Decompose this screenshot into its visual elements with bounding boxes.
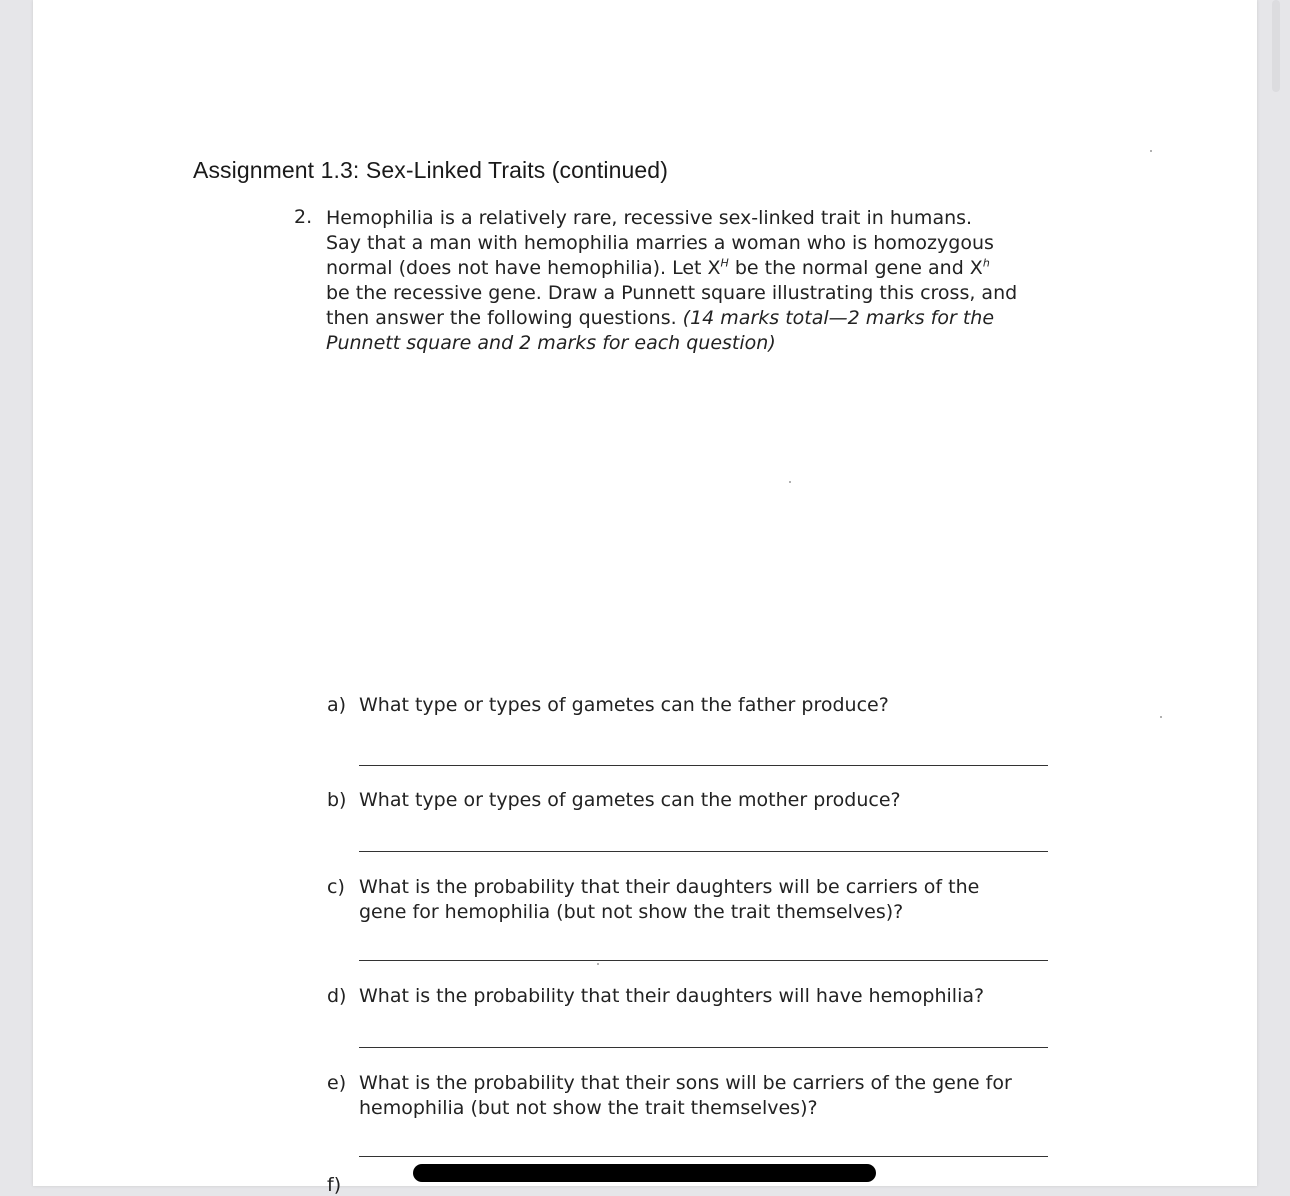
subquestion-text: What type or types of gametes can the mother produce? — [359, 789, 901, 811]
subquestion-f-partial: f) — [327, 1174, 342, 1196]
subquestion-text: What is the probability that their daughters will be carriers of the — [359, 876, 980, 898]
subquestion-text: What type or types of gametes can the father produce? — [359, 694, 889, 716]
question-line: Say that a man with hemophilia marries a woman who is homozygous — [326, 232, 994, 254]
subquestion-letter: a) — [327, 694, 347, 716]
answer-line-b[interactable] — [359, 851, 1048, 852]
scan-speck — [1160, 716, 1162, 718]
subquestion-text: hemophilia (but not show the trait themselves)? — [359, 1097, 818, 1119]
answer-line-d[interactable] — [359, 1047, 1048, 1048]
scan-speck — [1150, 150, 1152, 152]
subquestion-letter: b) — [327, 789, 347, 811]
page-title: Assignment 1.3: Sex-Linked Traits (continued) — [193, 157, 668, 183]
scrollbar-thumb[interactable] — [1272, 0, 1280, 92]
question-number: 2. — [294, 206, 313, 228]
answer-line-c[interactable] — [359, 960, 1048, 961]
subquestion-letter: d) — [327, 985, 347, 1007]
allele-recessive-superscript: h — [982, 256, 990, 270]
subquestion-letter: c) — [327, 876, 345, 898]
marks-note: (14 marks total—2 marks for the — [682, 307, 995, 329]
subquestion-text: What is the probability that their daughters will have hemophilia? — [359, 985, 985, 1007]
redaction-bar — [413, 1164, 876, 1182]
allele-dominant-superscript: H — [720, 256, 729, 270]
scan-speck — [597, 963, 599, 965]
question-line: Hemophilia is a relatively rare, recessive sex-linked trait in humans. — [326, 207, 973, 229]
scan-speck — [789, 481, 791, 483]
question-line — [326, 331, 1066, 356]
question-text — [326, 206, 1066, 356]
question-line: be the recessive gene. Draw a Punnett square illustrating this cross, and — [326, 282, 1018, 304]
subquestion-letter: e) — [327, 1072, 347, 1094]
subquestion-text: gene for hemophilia (but not show the trait themselves)? — [359, 901, 904, 923]
answer-line-a[interactable] — [359, 765, 1048, 766]
answer-line-e[interactable] — [359, 1156, 1048, 1157]
subquestion-text: What is the probability that their sons will be carriers of the gene for — [359, 1072, 1012, 1094]
question-line: normal (does not have hemophilia). Let $X^H$ be the normal gene and $X^h$ — [326, 256, 990, 279]
marks-note: Punnett square and 2 marks for each question) — [326, 332, 776, 354]
scrollbar[interactable] — [1270, 0, 1282, 96]
question-line: then answer the following questions. (14 marks total—2 marks for the — [326, 307, 995, 329]
